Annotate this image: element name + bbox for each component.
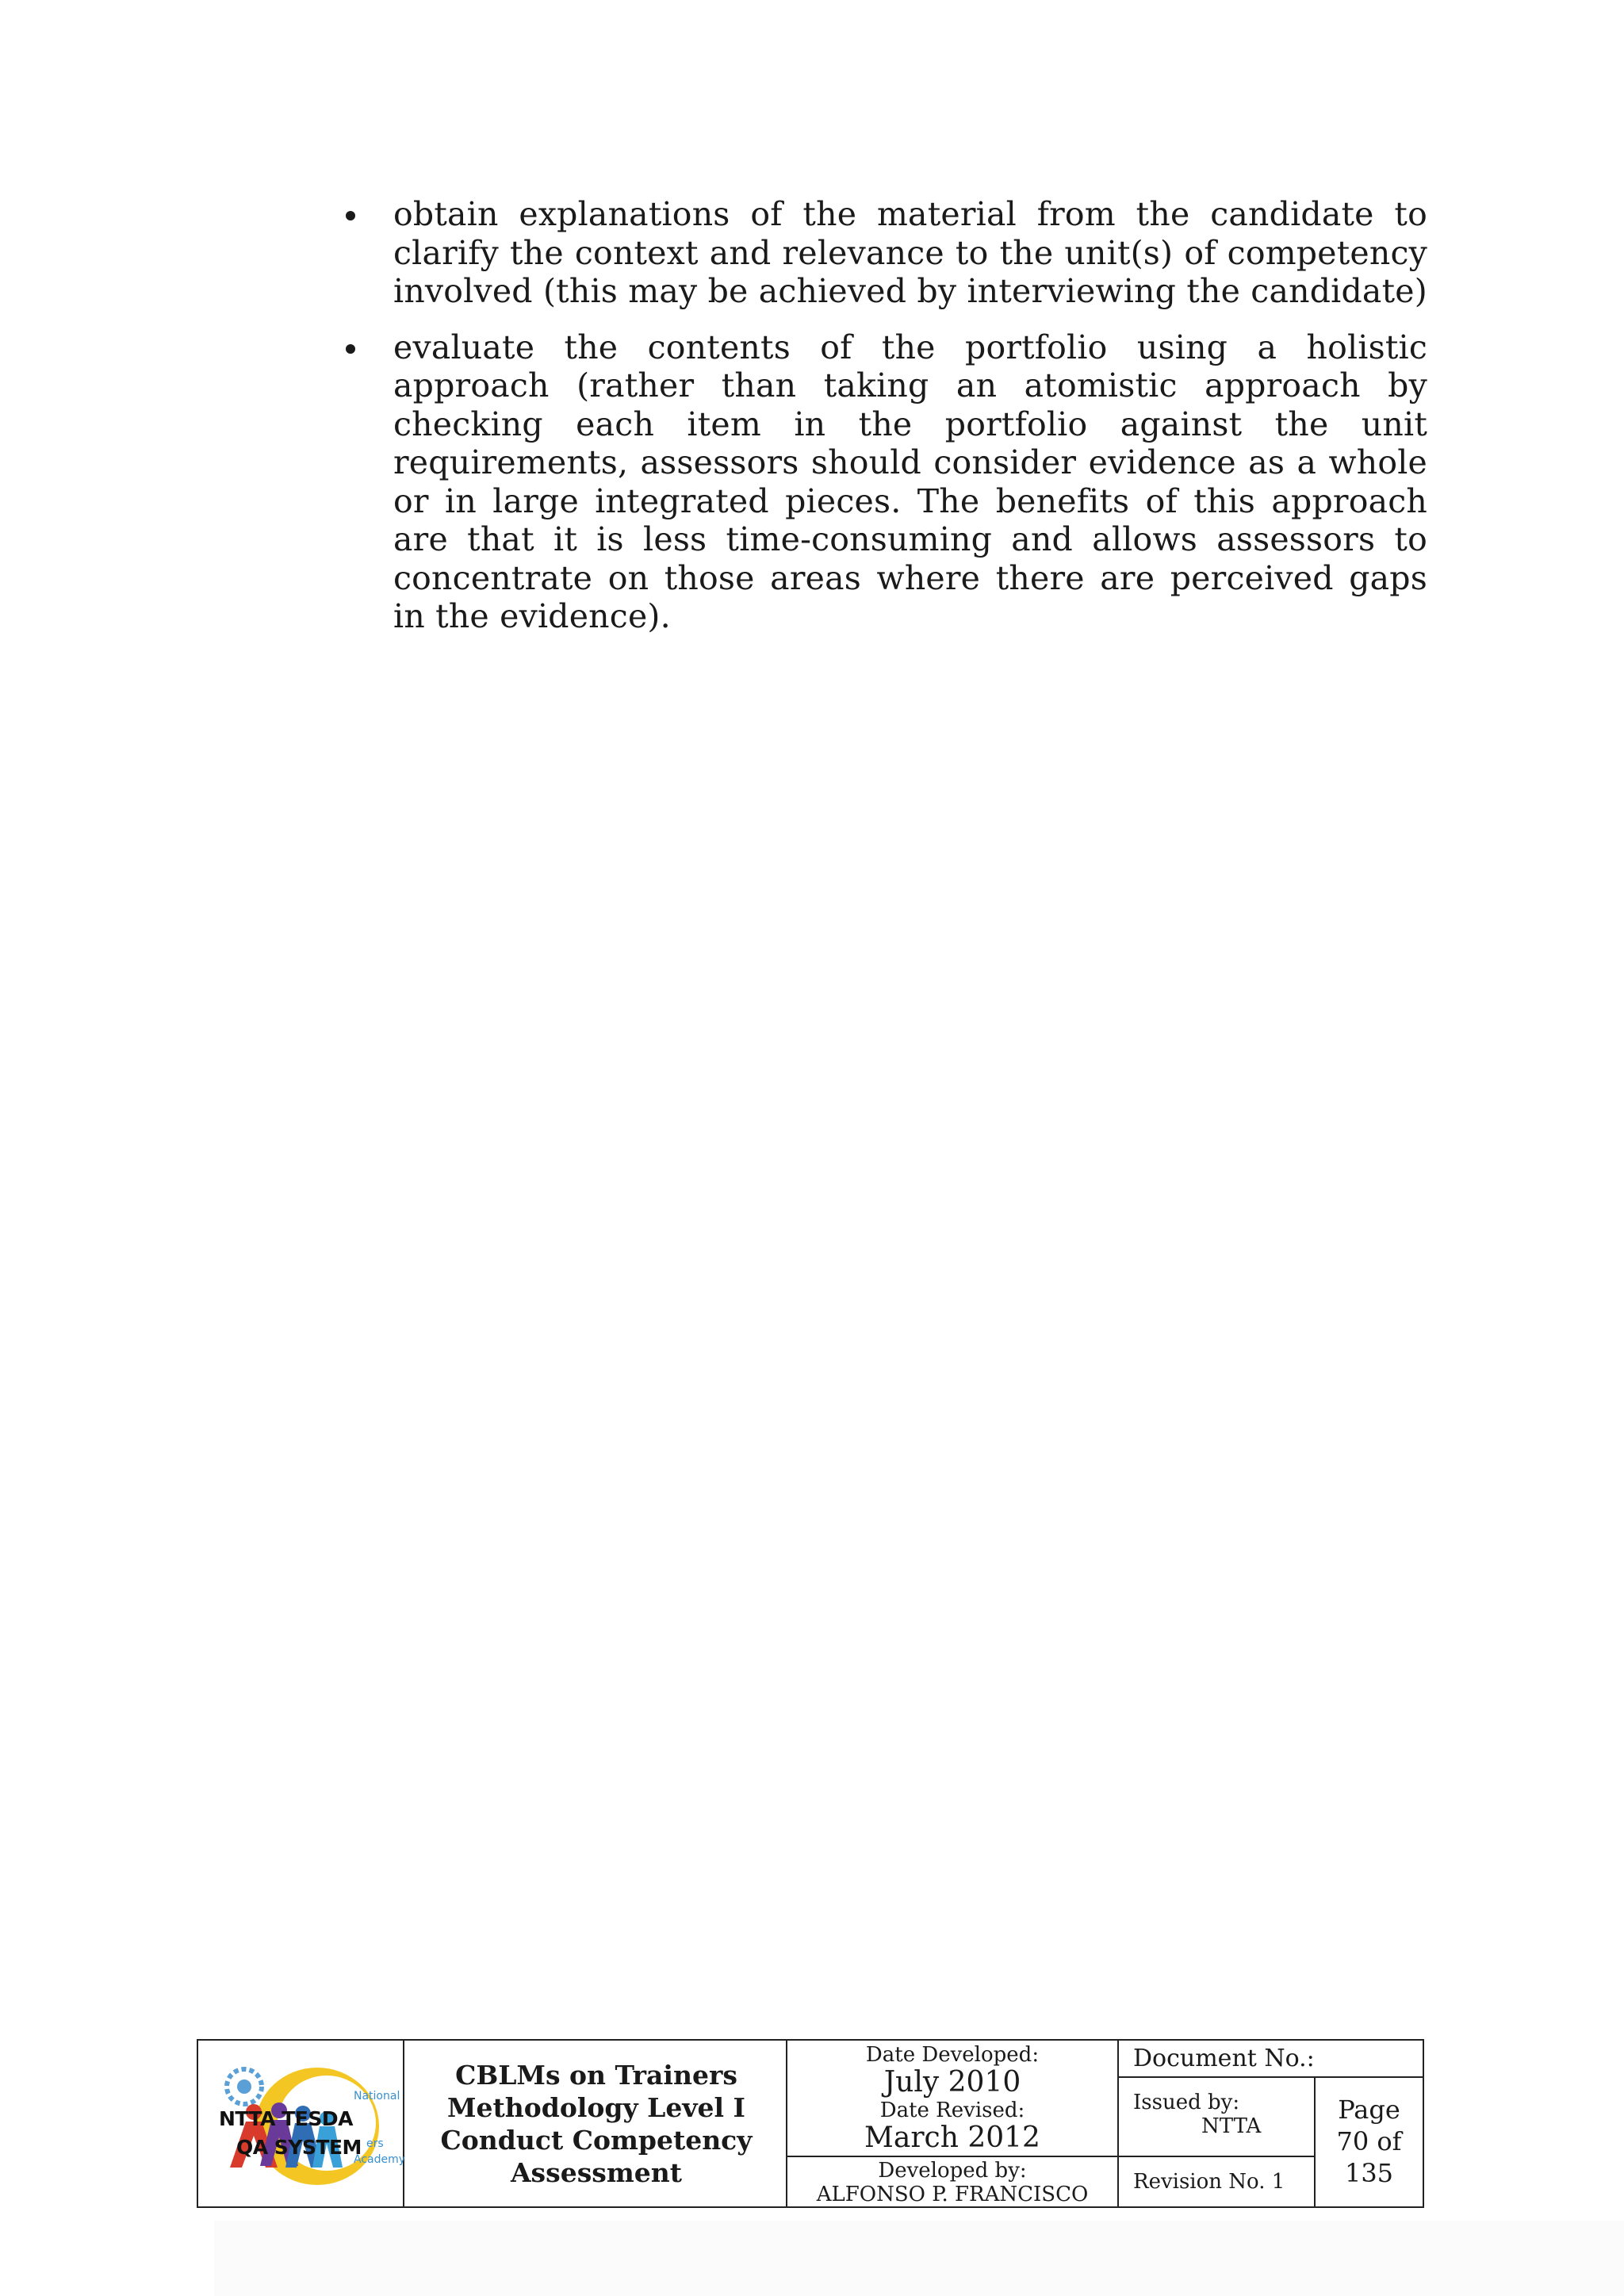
- title-line: CBLMs on Trainers: [455, 2059, 737, 2091]
- logo-line-1: NTTA TESDA: [219, 2107, 353, 2130]
- bullet-list: [333, 195, 1427, 654]
- title-line: Methodology Level I: [447, 2091, 745, 2123]
- developed-by-value: ALFONSO P. FRANCISCO: [816, 2183, 1089, 2206]
- bullet-icon: [346, 211, 355, 220]
- list-item: [333, 195, 1427, 311]
- logo-side-top: National: [354, 2090, 400, 2102]
- issued-by-cell: [1119, 2078, 1314, 2156]
- logo-side-mid: ers: [366, 2137, 384, 2150]
- issued-by-value: NTTA: [1201, 2114, 1262, 2138]
- ntta-logo: [198, 2041, 404, 2206]
- developed-by-label: Developed by:: [878, 2159, 1027, 2183]
- logo-side-bottom: Academy: [354, 2153, 406, 2166]
- document-no-label: Document No.:: [1133, 2045, 1315, 2072]
- logo-line-2: QA SYSTEM: [236, 2136, 362, 2159]
- revision-number: Revision No. 1: [1133, 2170, 1285, 2194]
- date-revised-label: Date Revised:: [879, 2099, 1025, 2122]
- bullet-icon: [346, 344, 355, 354]
- date-developed-value: July 2010: [883, 2066, 1021, 2099]
- page-label: Page: [1338, 2095, 1400, 2125]
- document-footer-table: [197, 2039, 1424, 2208]
- bullet-text: obtain explanations of the material from the candidate to clarify the context and relevance to the unit(s) of competency involved (this may be achieved by interviewing the candidate): [393, 195, 1427, 310]
- page-value: 70 of: [1336, 2126, 1402, 2156]
- date-revised-value: March 2012: [864, 2122, 1040, 2154]
- date-developed-label: Date Developed:: [865, 2043, 1040, 2067]
- page-total: 135: [1344, 2158, 1394, 2188]
- document-title: [405, 2041, 787, 2206]
- dates-cell: [787, 2041, 1117, 2156]
- developer-cell: [787, 2157, 1117, 2206]
- title-line: Assessment: [510, 2156, 683, 2188]
- list-item: [333, 328, 1427, 636]
- page-number-cell: [1316, 2078, 1423, 2206]
- bullet-text: evaluate the contents of the portfolio using a holistic approach (rather than taking an atomistic approach by checking each item in the portfolio against the unit requirements, assessors should consider evidence as a whole or in large integrated pieces. The benefits of this approach are that it is less time-consuming and allows assessors to concentrate on those areas where there are perceived gaps in the evidence).: [393, 328, 1427, 635]
- page-bottom-shade: [214, 2221, 1624, 2296]
- title-line: Conduct Competency: [440, 2124, 753, 2156]
- issued-by-label: Issued by:: [1133, 2091, 1240, 2114]
